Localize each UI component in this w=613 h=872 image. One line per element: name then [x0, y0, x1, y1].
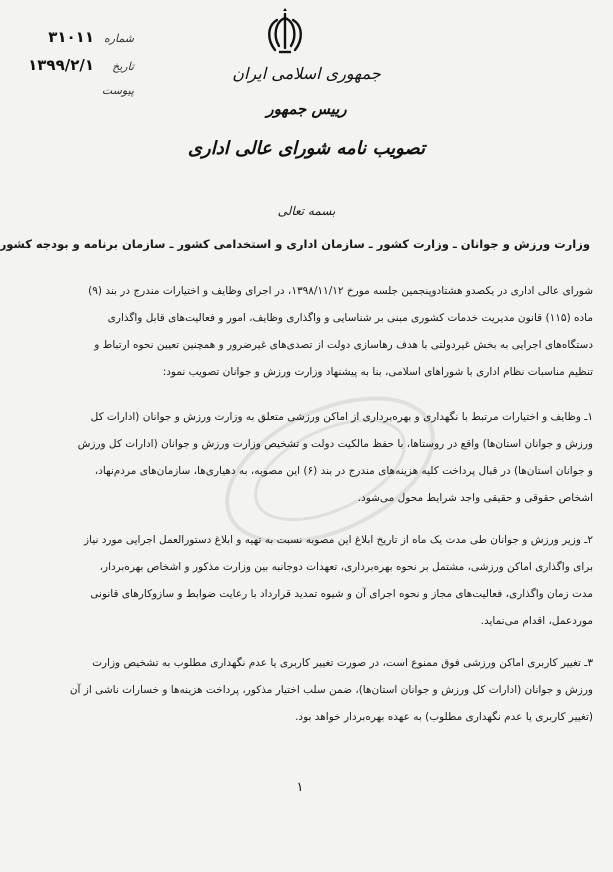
paragraph-line: ۱ـ وظایف و اختیارات مرتبط با نگهداری و بهره‌برداری از اماکن ورزشی متعلق به وزارت ورزش و جوانان (ادارات کل	[90, 411, 593, 423]
iran-emblem-icon	[263, 8, 307, 58]
paragraph-line: برای واگذاری اماکن ورزشی، مشتمل بر نحوه بهره‌برداری، تعهدات دوجانبه بین وزارت مذکور و اشخاص بهره‌بردار،	[99, 561, 593, 573]
clause-2	[48, 527, 593, 635]
basmala: بسمه تعالی	[277, 204, 336, 218]
paragraph-line: (تغییر کاربری یا عدم نگهداری مطلوب) به عهده بهره‌بردار خواهد بود.	[295, 711, 593, 723]
paragraph-line: ماده (۱۱۵) قانون مدیریت خدمات کشوری مبنی بر شناسایی و واگذاری وظایف، امور و فعالیت‌های قابل واگذاری	[107, 312, 593, 324]
paragraph-line: ۲ـ وزیر ورزش و جوانان طی مدت یک ماه از تاریخ ابلاغ این مصوبه نسبت به تهیه و ابلاغ دستورالعمل اجرایی مورد نیاز	[84, 534, 593, 546]
republic-title: جمهوری اسلامی ایران	[232, 64, 381, 83]
clause-1	[48, 404, 593, 512]
clause-3	[48, 650, 593, 731]
president-title: رییس جمهور	[266, 100, 347, 118]
paragraph-line: و جوانان استان‌ها) در قبال پرداخت کلیه هزینه‌های مندرج در بند (۶) این مصوبه، به دهیاری‌ها، سازمان‌های مردم‌نهاد،	[94, 465, 593, 477]
paragraph-line: موردعمل، اقدام می‌نماید.	[480, 615, 593, 627]
paragraph-line: ورزش و جوانان (ادارات کل ورزش و جوانان استان‌ها)، ضمن سلب اختیار مذکور، پرداخت هزینه‌ها و خسارات ناشی از آن	[69, 684, 593, 696]
number-value: ۳۱۰۱۱	[48, 28, 94, 46]
decree-title: تصویب نامه شورای عالی اداری	[187, 138, 426, 159]
number-row	[14, 28, 134, 56]
addressee-line: وزارت ورزش و جوانان ـ وزارت کشور ـ سازمان اداری و استخدامی کشور ـ سازمان برنامه و بودجه کشور	[0, 237, 590, 251]
date-label: تاریخ	[112, 60, 134, 73]
number-label: شماره	[103, 32, 134, 45]
date-value: ۱۳۹۹/۲/۱	[28, 56, 94, 74]
paragraph-line: ورزش و جوانان استان‌ها) واقع در روستاها، با حفظ مالکیت دولت و تشخیص وزارت ورزش و جوانان (ادارات کل ورزش	[77, 438, 593, 450]
paragraph-line: شورای عالی اداری در یکصدو هشتادوپنجمین جلسه مورخ ۱۳۹۸/۱۱/۱۲، در اجرای وظایف و اختیارات مندرج در بند (۹)	[88, 285, 593, 297]
attachment-label: پیوست	[101, 84, 134, 97]
paragraph-line: مدت زمان واگذاری، فعالیت‌های مجاز و نحوه اجرای آن و شیوه تمدید قرارداد با رعایت ضوابط و سازوکارهای قانونی	[90, 588, 593, 600]
paragraph-line: دستگاه‌های اجرایی به بخش غیردولتی با هدف رهاسازی دولت از تصدی‌های غیرضرور و همچنین تعیین نحوه ارتباط و	[94, 339, 593, 351]
paragraph-line: ۳ـ تغییر کاربری اماکن ورزشی فوق ممنوع است، در صورت تغییر کاربری یا عدم نگهداری مطلوب به تشخیص وزارت	[92, 657, 593, 669]
page-number: ۱	[296, 780, 304, 795]
intro-paragraph	[48, 278, 593, 386]
paragraph-line: تنظیم مناسبات نظام اداری با شوراهای اسلامی، بنا به پیشنهاد وزارت ورزش و جوانان تصویب نمود:	[162, 366, 593, 378]
paragraph-line: اشخاص حقوقی و حقیقی واجد شرایط محول می‌شود.	[357, 492, 593, 504]
